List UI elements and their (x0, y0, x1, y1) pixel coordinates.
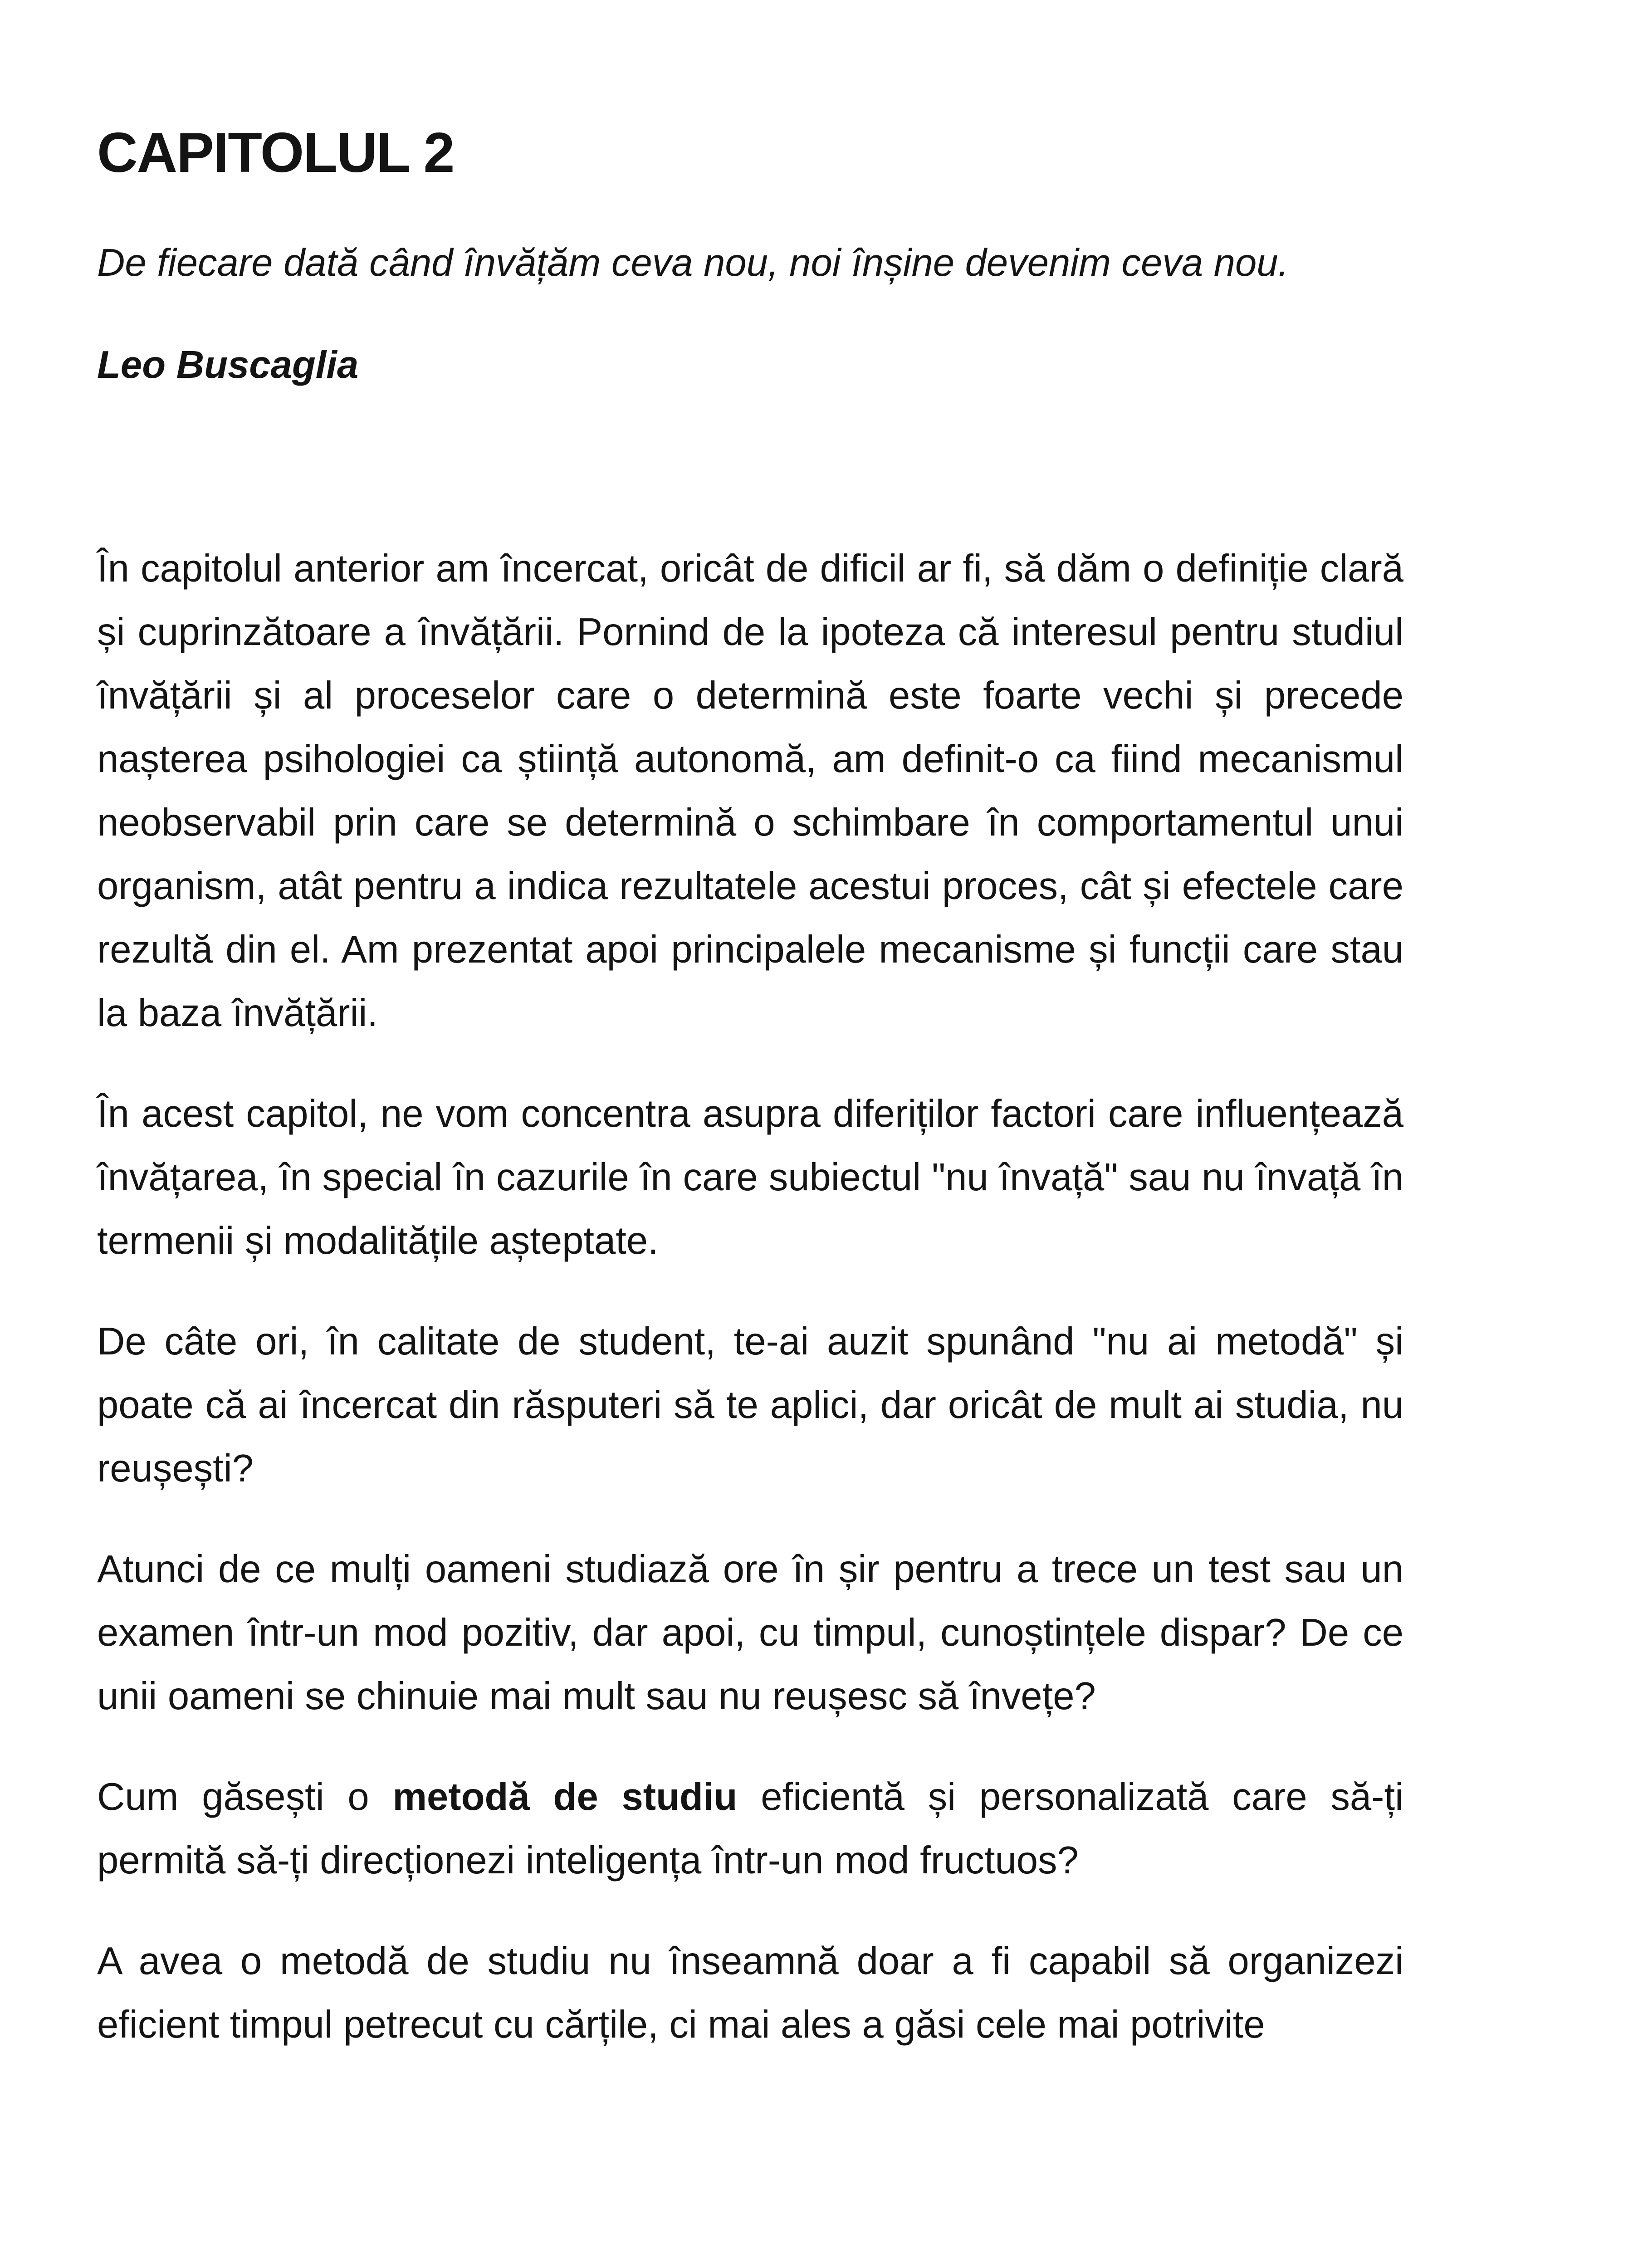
paragraph-6: A avea o metodă de studiu nu înseamnă doar a fi capabil să organizezi eficient timpul petrecut cu cărțile, ci mai ales a găsi cele mai potrivite (97, 1940, 1403, 2046)
chapter-body (97, 537, 1403, 2094)
epigraph-author: Leo Buscaglia (97, 343, 359, 386)
paragraph-5 (97, 1765, 1403, 1892)
paragraph-1: În capitolul anterior am încercat, oricât de dificil ar fi, să dăm o definiție clară și cuprinzătoare a învățării. Pornind de la ipoteza că interesul pentru studiul învățării și al proceselor care o determină este foarte vechi și precede nașterea psihologiei ca știință autonomă, am definit-o ca fiind mecanismul neobservabil prin care se determină o schimbare în comportamentul unui organism, atât pentru a indica rezultatele acestui proces, cât și efectele care rezultă din el. Am prezentat apoi principalele mecanisme și funcții care stau la baza învățării. (97, 547, 1403, 1035)
paragraph-5-text-after: eficientă și personalizată care să-ți permită să-ți direcționezi inteligența într-un mod fructuos? (97, 1775, 1403, 1882)
paragraph-2: În acest capitol, ne vom concentra asupra diferiților factori care influențează învățarea, în special în cazurile în care subiectul "nu învață" sau nu învață în termenii și modalitățile așteptate. (97, 1092, 1403, 1262)
epigraph-quote: De fiecare dată când învățăm ceva nou, noi înșine devenim ceva nou. (97, 241, 1289, 284)
paragraph-5-emphasis: metodă de studiu (392, 1775, 738, 1818)
paragraph-3: De câte ori, în calitate de student, te-ai auzit spunând "nu ai metodă" și poate că ai încercat din răsputeri să te aplici, dar oricât de mult ai studia, nu reușești? (97, 1320, 1403, 1490)
chapter-title: CAPITOLUL 2 (97, 122, 454, 184)
paragraph-4: Atunci de ce mulți oameni studiază ore în șir pentru a trece un test sau un examen într-un mod pozitiv, dar apoi, cu timpul, cunoștințele dispar? De ce unii oameni se chinuie mai mult sau nu reușesc să învețe? (97, 1548, 1403, 1718)
paragraph-5-text-before: Cum găsești o (97, 1775, 393, 1818)
